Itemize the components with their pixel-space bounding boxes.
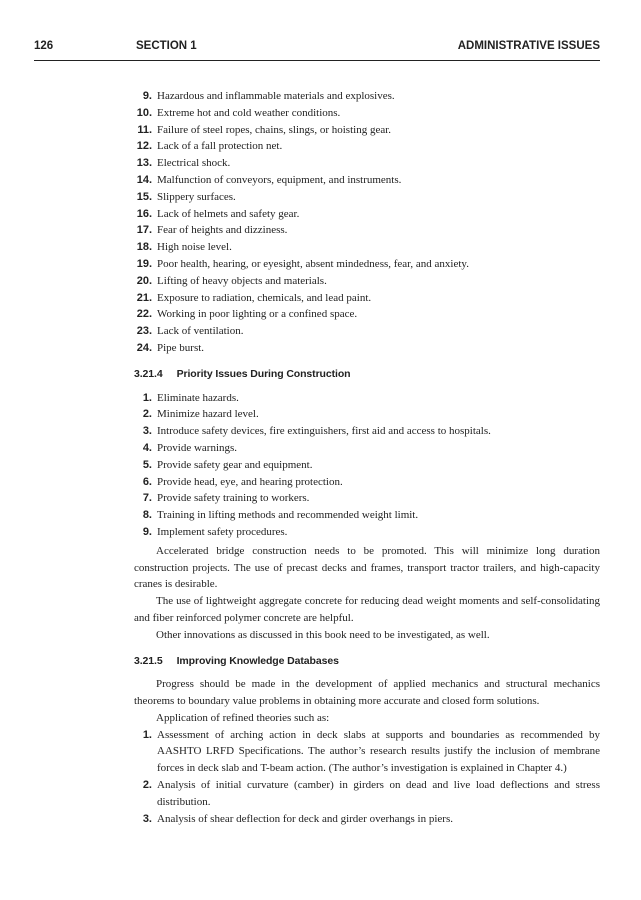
chapter-title: ADMINISTRATIVE ISSUES [457,40,600,52]
list-item: 19. Poor health, hearing, or eyesight, absent mindedness, fear, and anxiety. [136,257,469,270]
list-item: 8. Training in lifting methods and recommended weight limit. [142,509,419,522]
list-item: 3. Introduce safety devices, fire extinguishers, first aid and access to hospitals. [142,425,491,438]
section-title: Priority Issues During Construction [176,367,351,380]
list-item: 17. Fear of heights and dizziness. [136,224,288,237]
list-item: 14. Malfunction of conveyors, equipment, and instruments. [136,173,402,186]
paragraph: Progress should be made in the development of applied mechanics and structural mechanics theorems to boundary value problems in obtaining more accurate and closed form solutions. [134,678,600,708]
section-heading-3-21-4 [134,366,600,383]
list-item: 24. Pipe burst. [136,341,205,354]
running-header [34,40,600,61]
list-item: 15. Slippery surfaces. [136,190,236,203]
paragraph: The use of lightweight aggregate concrete for reducing dead weight moments and self-consolidating and fiber reinforced polymer concrete are helpful. [134,595,600,624]
list-item: 11. Failure of steel ropes, chains, slings, or hoisting gear. [137,123,392,136]
list-item: 21. Exposure to radiation, chemicals, and lead paint. [136,291,372,304]
section-heading-3-21-5 [134,653,600,670]
section-title: Improving Knowledge Databases [176,654,339,667]
list-item: 7. Provide safety training to workers. [142,492,310,505]
paragraph: Application of refined theories such as: [156,711,330,724]
list-item: 10. Extreme hot and cold weather conditions. [136,106,341,119]
list-item: 1. Eliminate hazards. [142,391,239,404]
list-item: 6. Provide head, eye, and hearing protection. [142,475,343,488]
paragraph: Other innovations as discussed in this book need to be investigated, as well. [156,628,490,641]
list-item: 13. Electrical shock. [136,157,231,170]
section-label: SECTION 1 [136,40,197,52]
list-item: 12. Lack of a fall protection net. [136,140,283,153]
list-item: 2. Minimize hazard level. [142,408,259,421]
list-item: 2. Analysis of initial curvature (camber) in girders on dead and live load deflections and stress distribution. [142,779,600,808]
list-item: 20. Lifting of heavy objects and materials. [136,274,327,287]
section-number: 3.21.4 [134,367,163,380]
list-item: 5. Provide safety gear and equipment. [142,458,313,471]
theory-list [134,727,600,828]
list-item: 1. Assessment of arching action in deck slabs at supports and boundaries as recommended by AASHTO LRFD Specifications. The author’s research results justify the inclusion of membrane forces in deck slab and T-beam action. (The author’s investigation is explained in Chapter 4.) [142,728,600,775]
list-item: 9. Implement safety procedures. [142,525,288,538]
list-item: 9. Hazardous and inflammable materials and explosives. [142,90,395,102]
list-item: 18. High noise level. [136,241,232,254]
priority-list [134,390,600,541]
page-body [134,88,600,827]
section-number: 3.21.5 [134,654,163,667]
list-item: 3. Analysis of shear deflection for deck and girder overhangs in piers. [142,812,453,825]
list-item: 23. Lack of ventilation. [136,325,244,338]
hazard-list [134,88,600,357]
list-item: 4. Provide warnings. [142,441,238,454]
list-item: 22. Working in poor lighting or a confined space. [136,308,358,321]
page-number: 126 [34,40,54,52]
paragraph: Accelerated bridge construction needs to be promoted. This will minimize long duration construction projects. The use of precast decks and frames, transport tractor trailers, and high-capacity cranes is desirable. [134,544,600,591]
list-item: 16. Lack of helmets and safety gear. [136,207,300,220]
